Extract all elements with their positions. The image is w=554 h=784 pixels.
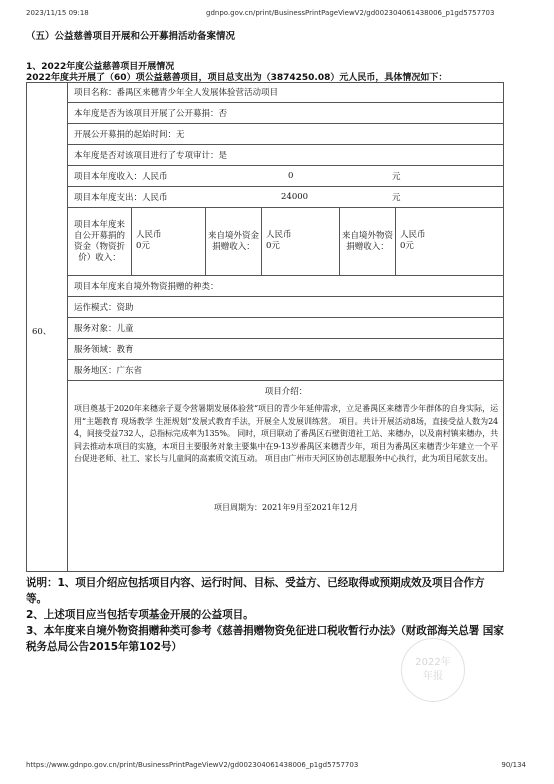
project-name: 项目名称：番禺区来穗青少年全人发展体验营活动项目 xyxy=(74,88,279,98)
stamp-line-2: 年报 xyxy=(423,671,443,682)
intro-title: 项目介绍： xyxy=(264,386,308,397)
public-fund-currency: 人民币 xyxy=(136,230,162,240)
income-label: 项目本年度收入：人民币 xyxy=(74,172,168,182)
expense-row xyxy=(68,187,504,208)
print-datetime: 2023/11/15 09:18 xyxy=(26,9,89,17)
overseas-fund-label: 来自境外资金捐赠收入： xyxy=(206,208,262,275)
overseas-goods-type-row xyxy=(68,276,504,297)
public-fund-label: 项目本年度来自公开募捐的资金（物资折价）收入： xyxy=(68,208,132,275)
overseas-goods-value xyxy=(396,208,504,275)
income-value: 0 xyxy=(288,171,294,181)
page-number: 90/134 xyxy=(501,761,526,769)
note-1: 说明：1、项目介绍应包括项目内容、运行时间、目标、受益方、已经取得或预期成效及项目合作方等。 xyxy=(26,577,485,605)
audit-row xyxy=(68,145,504,166)
public-fundraising-row xyxy=(68,103,504,124)
intro-text: 项目奠基于2020年来穗亲子夏令营暑期发展体验营“项目的青少年延伸需求，立足番禺区来穗青少年群体的自身实际，运用“主题教育 现场教学 生涯规划”发展式教育手法，开展全人发展训练营。 项目。共计开展活动8场，直接受益人数为244，间接受益732人，总指标完成率为135%。 同时，项目联动了番禺区石壁街道社工站、来穗办，以及南村镇来穗办，共同去推动本项目的实施，本项目主要服务对象主要集中在9-13岁番禺区来穗青少年，项目为番禺区来穗青少年建立一个平台促进老师、社工、家长与儿童间的高素质交流互动。 项目由广州市天河区协创志愿服务中心执行，此为项目尾款支出。 xyxy=(74,404,498,464)
sub-title: 1、2022年度公益慈善项目开展情况 xyxy=(26,62,175,72)
service-field: 服务领域：教育 xyxy=(74,345,134,355)
overseas-fund-value xyxy=(262,208,340,275)
expense-unit: 元 xyxy=(392,193,401,203)
fundraising-start-row xyxy=(68,124,504,145)
operation-mode: 运作模式：资助 xyxy=(74,303,134,313)
service-target: 服务对象：儿童 xyxy=(74,324,134,334)
projects-summary: 2022年度共开展了（60）项公益慈善项目，项目总支出为（3874250.08）元人民币，具体情况如下： xyxy=(26,73,448,83)
overseas-goods-label: 来自境外物资捐赠收入： xyxy=(340,208,396,275)
overseas-fund-amount: 0元 xyxy=(266,241,280,251)
expense-value: 24000 xyxy=(281,192,309,202)
public-fund-value xyxy=(132,208,206,275)
note-2: 2、上述项目应当包括专项基金开展的公益项目。 xyxy=(26,609,254,621)
income-unit: 元 xyxy=(392,172,401,182)
project-name-row xyxy=(68,82,504,103)
public-fundraising: 本年度是否为该项目开展了公开募捐：否 xyxy=(74,109,228,119)
print-url-footer: https://www.gdnpo.gov.cn/print/BusinessPrintPageViewV2/gd002304061438006_p1gd5757703 xyxy=(26,761,359,769)
overseas-goods-amount: 0元 xyxy=(400,241,414,251)
income-row xyxy=(68,166,504,187)
annual-report-stamp xyxy=(401,638,465,702)
special-audit: 本年度是否对该项目进行了专项审计：是 xyxy=(74,151,228,161)
intro-period: 项目周期为：2021年9月至2021年12月 xyxy=(214,503,358,512)
service-target-row xyxy=(68,318,504,339)
stamp-line-1: 2022年 xyxy=(415,657,451,668)
section-title: （五）公益慈善项目开展和公开募捐活动备案情况 xyxy=(26,31,236,42)
print-url-header: gdnpo.gov.cn/print/BusinessPrintPageViewV2/gd002304061438006_p1gd5757703 xyxy=(206,9,495,17)
overseas-goods-type: 项目本年度来自境外物资捐赠的种类： xyxy=(74,282,219,292)
service-region-row xyxy=(68,360,504,381)
fundraising-start: 开展公开募捐的起始时间：无 xyxy=(74,130,185,140)
overseas-goods-currency: 人民币 xyxy=(400,230,426,240)
public-fund-amount: 0元 xyxy=(136,241,150,251)
operation-mode-row xyxy=(68,297,504,318)
service-field-row xyxy=(68,339,504,360)
expense-label: 项目本年度支出：人民币 xyxy=(74,193,168,203)
service-region: 服务地区：广东省 xyxy=(74,366,143,376)
overseas-fund-currency: 人民币 xyxy=(266,230,292,240)
row-number: 60、 xyxy=(32,327,52,337)
note-3: 3、本年度来自境外物资捐赠种类可参考《慈善捐赠物资免征进口税收暂行办法》（财政部海关总署 国家税务总局公告2015年第102号） xyxy=(26,625,504,653)
funding-breakdown-row xyxy=(68,208,504,276)
